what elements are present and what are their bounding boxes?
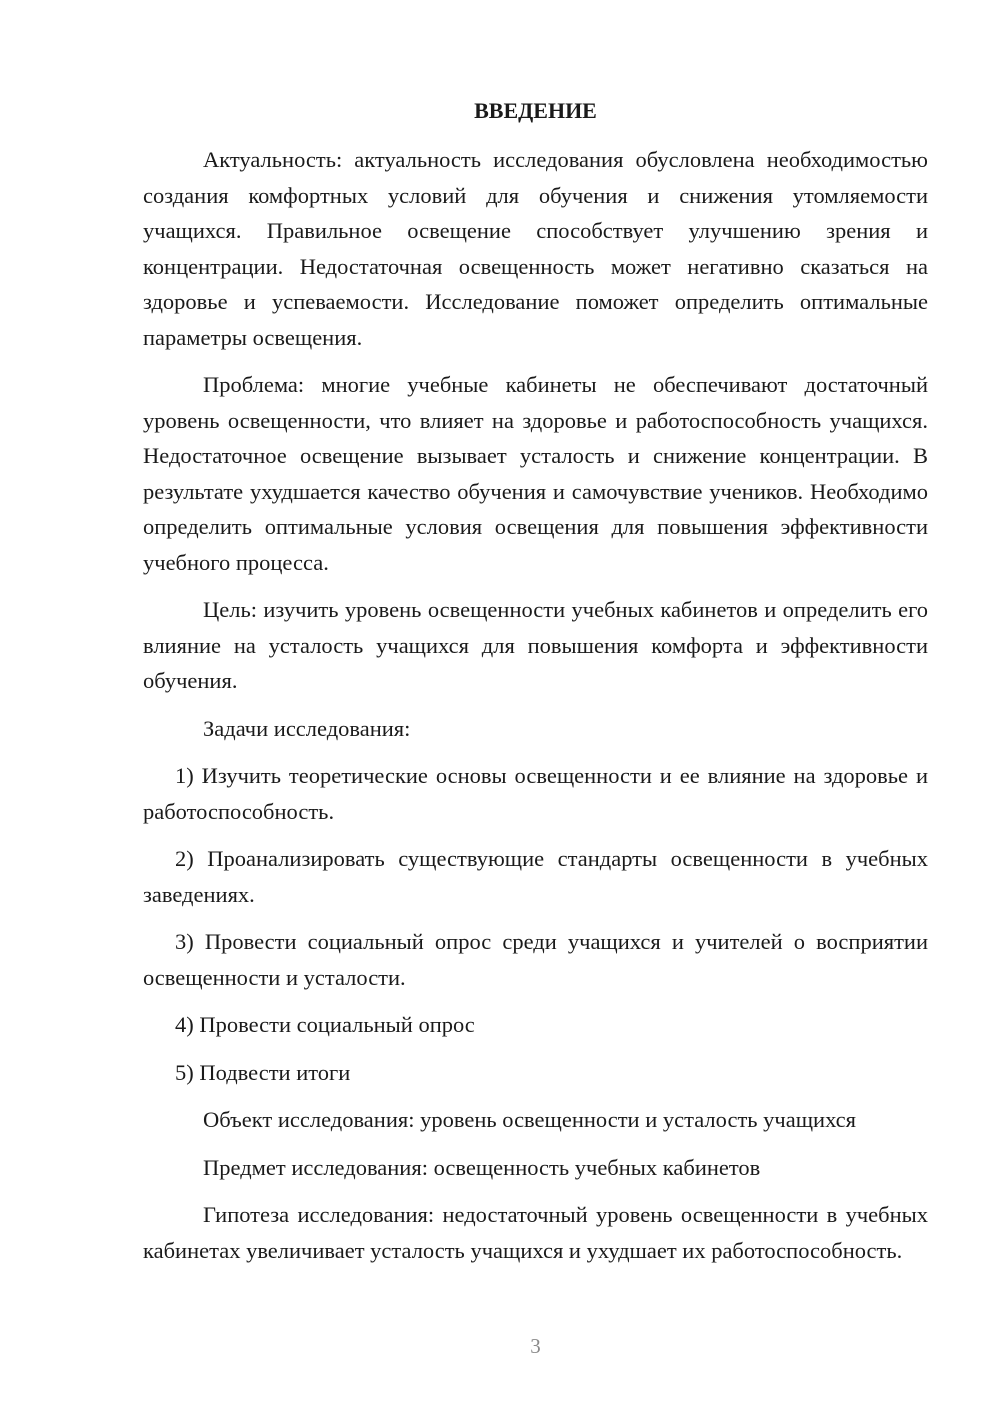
task-item-3: 3) Провести социальный опрос среди учащихся и учителей о восприятии освещенности и усталости. bbox=[143, 929, 928, 990]
research-object: Объект исследования: уровень освещенности и усталость учащихся bbox=[203, 1107, 857, 1132]
task-item-5: 5) Подвести итоги bbox=[175, 1059, 351, 1085]
relevance-paragraph: Актуальность: актуальность исследования обусловлена необходимостью создания комфортных условий для обучения и снижения утомляемости учащихся. Правильное освещение способствует улучшению зрения и концентрации. Недостаточная освещенность может негативно сказаться на здоровье и успеваемости. Исследование поможет определить оптимальные параметры освещения. bbox=[143, 147, 928, 350]
task-item-4: 4) Провести социальный опрос bbox=[175, 1012, 475, 1037]
page-title: ВВЕДЕНИЕ bbox=[474, 98, 597, 123]
page-number: 3 bbox=[530, 1334, 541, 1358]
document-page bbox=[143, 0, 928, 1414]
problem-paragraph: Проблема: многие учебные кабинеты не обеспечивают достаточный уровень освещенности, что влияет на здоровье и работоспособность учащихся. Недостаточное освещение вызывает усталость и снижение концентрации. В результате ухудшается качество обучения и самочувствие учеников. Необходимо определить оптимальные условия освещения для повышения эффективности учебного процесса. bbox=[143, 372, 928, 575]
task-item-1: 1) Изучить теоретические основы освещенности и ее влияние на здоровье и работоспособность. bbox=[143, 763, 928, 824]
research-hypothesis: Гипотеза исследования: недостаточный уровень освещенности в учебных кабинетах увеличивает усталость учащихся и ухудшает их работоспособность. bbox=[143, 1202, 928, 1263]
document-body bbox=[143, 142, 928, 1280]
goal-paragraph: Цель: изучить уровень освещенности учебных кабинетов и определить его влияние на усталость учащихся для повышения комфорта и эффективности обучения. bbox=[143, 597, 928, 693]
research-subject: Предмет исследования: освещенность учебных кабинетов bbox=[203, 1154, 761, 1180]
tasks-heading: Задачи исследования: bbox=[203, 715, 411, 741]
task-item-2: 2) Проанализировать существующие стандарты освещенности в учебных заведениях. bbox=[143, 846, 928, 907]
